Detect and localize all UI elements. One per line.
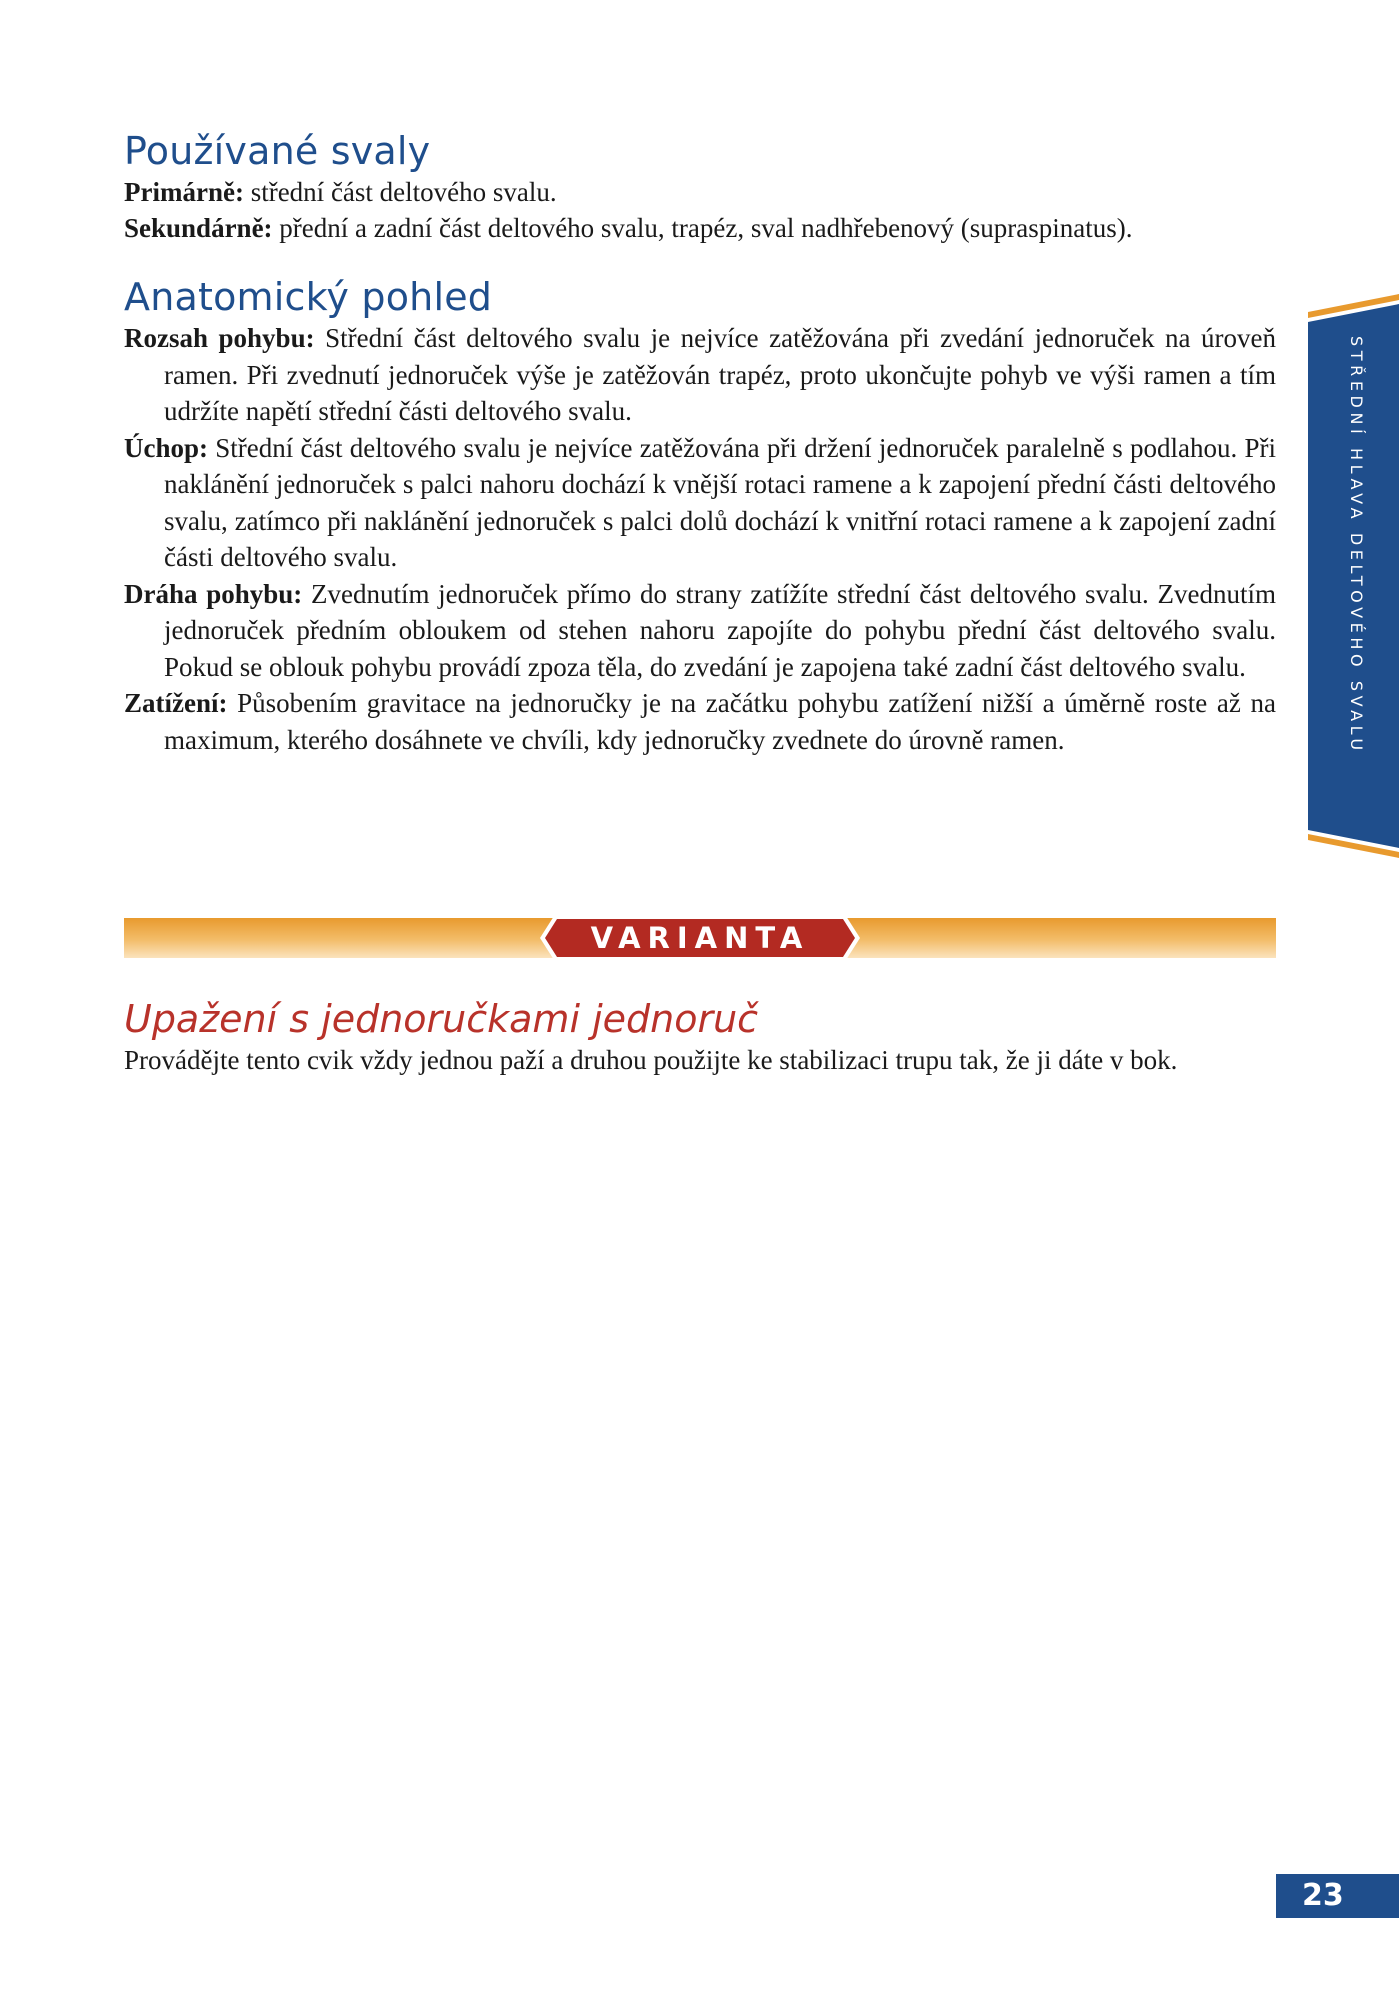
main-content: [124, 128, 1276, 758]
primary-muscles-line: [124, 174, 1276, 210]
variant-banner-label: [540, 916, 860, 960]
primary-text: střední část deltového svalu.: [243, 177, 557, 207]
variant-banner-text: VARIANTA: [590, 921, 810, 955]
anatomy-item-label: Rozsah pohybu:: [124, 323, 315, 353]
variant-heading: Upažení s jednoručkami jednoruč: [124, 997, 759, 1041]
anatomy-item-text: Působením gravitace na jednoručky je na začátku pohybu zatížení nižší a úměrně roste až na maximum, kterého dosáhnete ve chvíli, kdy jednoručky zvednete do úrovně ramen.: [164, 688, 1276, 755]
anatomy-item-text: Zvednutím jednoruček přímo do strany zatížíte střední část deltového svalu. Zvednutím jednoruček předním obloukem od stehen nahoru zapojíte do pohybu přední část deltového svalu. Pokud se oblouk pohybu provádí zpoza těla, do zvedání je zapojena také zadní část deltového svalu.: [164, 578, 1276, 682]
anatomy-item-label: Dráha pohybu:: [124, 578, 303, 609]
variant-banner: [124, 916, 1276, 960]
primary-label: Primárně:: [124, 177, 244, 207]
anatomy-item-label: Úchop:: [124, 432, 209, 463]
anatomy-item-grip: [124, 430, 1276, 576]
anatomy-item-label: Zatížení:: [124, 688, 228, 718]
side-tab-text: STŘEDNÍ HLAVA DELTOVÉHO SVALU: [1347, 336, 1366, 755]
secondary-text: přední a zadní část deltového svalu, trapéz, sval nadhřebenový (supraspinatus).: [272, 213, 1133, 243]
page-number: 23: [1276, 1874, 1399, 1918]
anatomy-item-text: Střední část deltového svalu je nejvíce zatěžována při zvedání jednoruček na úroveň ramen. Při zvednutí jednoruček výše je zatěžován trapéz, proto ukončujte pohyb ve výši ramen a tím udržíte napětí střední části deltového svalu.: [164, 323, 1276, 426]
muscles-heading: Používané svaly: [124, 129, 431, 173]
secondary-label: Sekundárně:: [124, 213, 273, 243]
secondary-muscles-line: [124, 210, 1276, 246]
anatomy-item-load: [124, 685, 1276, 758]
variant-text: Provádějte tento cvik vždy jednou paží a druhou použijte ke stabilizaci trupu tak, že ji dáte v bok.: [124, 1045, 1178, 1075]
variant-section: [124, 996, 1276, 1079]
anatomy-item-path: [124, 576, 1276, 686]
anatomy-item-range: [124, 320, 1276, 430]
anatomy-item-text: Střední část deltového svalu je nejvíce zatěžována při držení jednoruček paralelně s podlahou. Při naklánění jednoruček s palci nahoru dochází k vnější rotaci ramene a k zapojení přední části deltového svalu, zatímco při naklánění jednoruček s palci dolů dochází k vnitřní rotaci ramene a k zapojení zadní části deltového svalu.: [164, 432, 1276, 572]
anatomy-heading: Anatomický pohled: [124, 275, 493, 319]
